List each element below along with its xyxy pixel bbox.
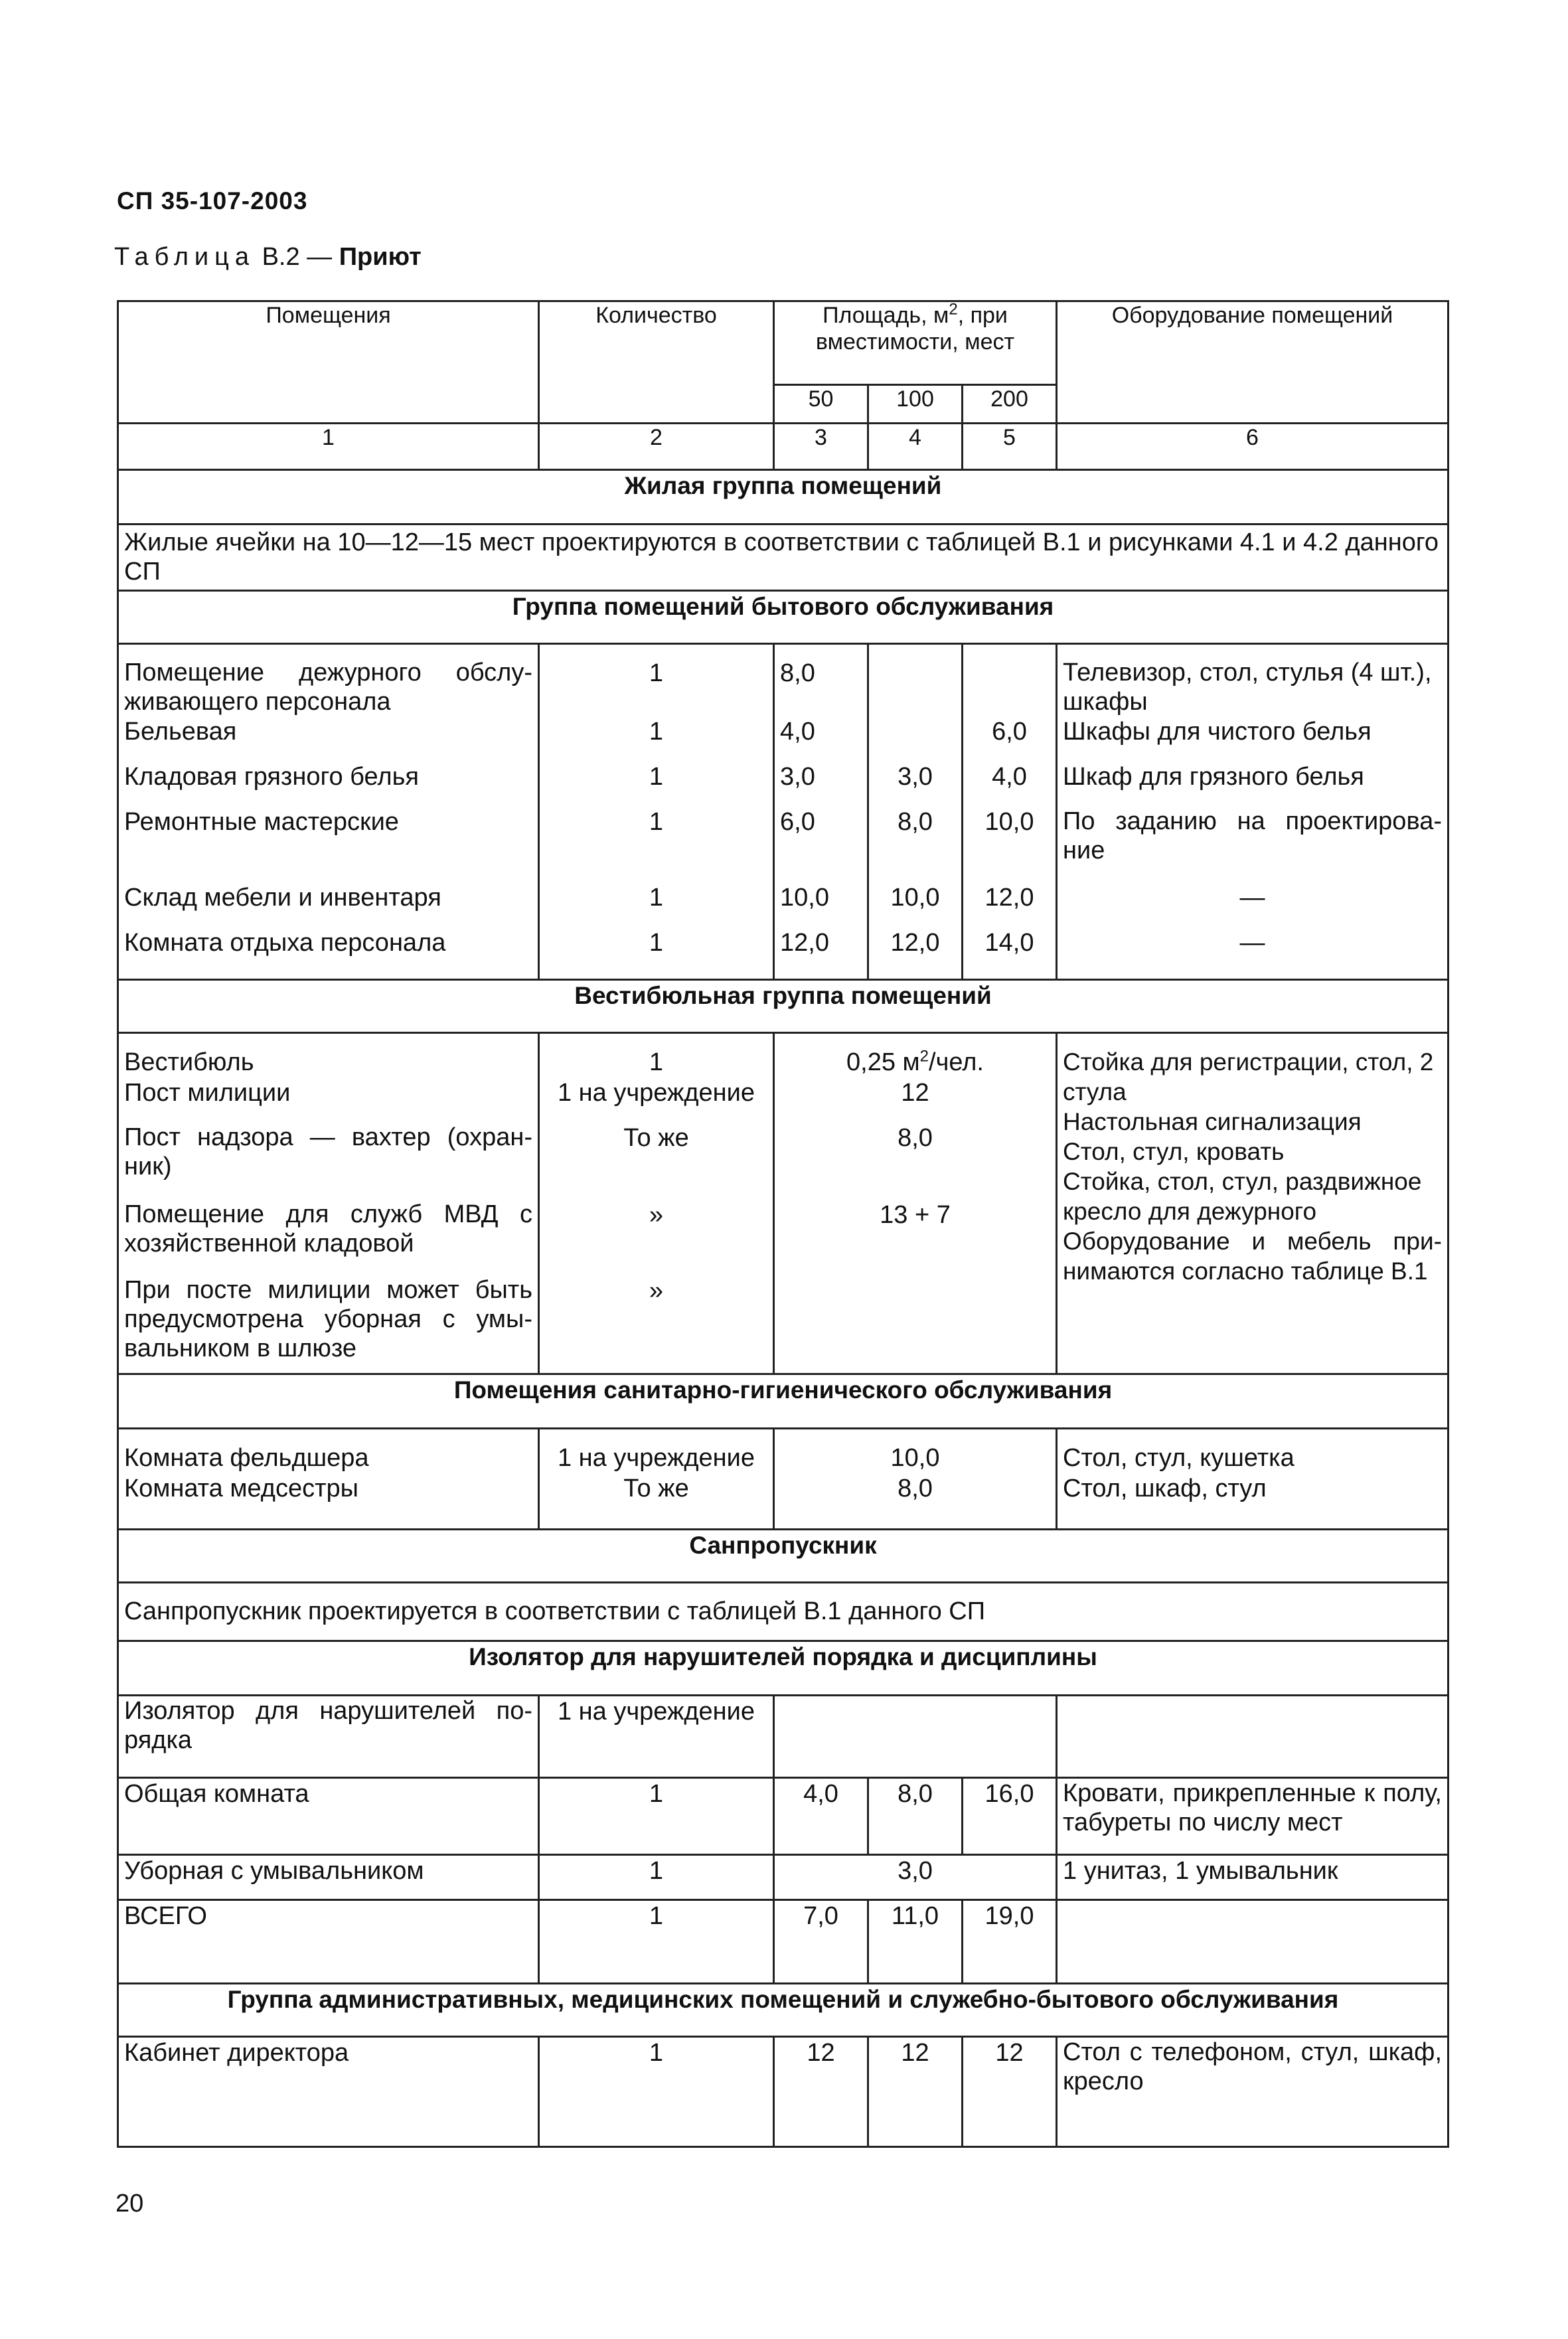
area-unit: /чел. [929,1048,984,1076]
room-name: ВСЕГО [118,1899,539,1983]
room-name: Пост милиции [118,1078,539,1123]
room-count: 1 на учреждение [539,1695,774,1777]
room-name: Комната фельдшера [118,1428,539,1473]
room-count: 1 [539,1899,774,1983]
area-100: 8,0 [868,807,963,882]
room-name: Помещение дежурного обслу-живающего персонала [118,644,539,717]
room-name: Кабинет директора [118,2036,539,2146]
area-50: 4,0 [774,1777,868,1854]
area-100: 3,0 [774,1854,1057,1899]
table-row [118,1899,1449,1983]
area-200: 14,0 [963,928,1057,979]
section-row-checkpoint [118,1529,1449,1582]
section-row-isolator [118,1641,1449,1695]
section-row-sanitary [118,1374,1449,1428]
room-equipment: Кровати, прикрепленные к полу, табуреты по числу мест [1057,1777,1449,1854]
room-name: Комната отдыха персонала [118,928,539,979]
capacity-50: 50 [774,385,868,424]
area-50: 4,0 [774,716,868,762]
col-number-3: 3 [774,424,868,470]
room-count: То же [539,1473,774,1529]
area-50: 12,0 [774,928,868,979]
vestibule-equipment [1057,1032,1449,1374]
room-area [774,1032,1057,1078]
room-name: Уборная с умывальником [118,1854,539,1899]
room-count: » [539,1275,774,1374]
room-equipment: Стол с телефоном, стул, шкаф, кресло [1057,2036,1449,2146]
room-area: 8,0 [774,1473,1057,1529]
area-100 [868,644,963,717]
area-200: 10,0 [963,807,1057,882]
table-number: В.2 — [262,243,333,271]
section-row-vestibule [118,979,1449,1032]
area-200: 6,0 [963,716,1057,762]
area-100: 11,0 [868,1899,963,1983]
equipment-line: Оборудование и мебель при-нимаются согласно таблице В.1 [1063,1227,1442,1285]
room-equipment: — [1057,928,1449,979]
equipment-line: Стойка, стол, стул, раздвижное кресло для дежурного [1063,1167,1422,1225]
room-equipment: Стол, шкаф, стул [1057,1473,1449,1529]
room-area: 8,0 [774,1123,1057,1200]
area-200 [963,644,1057,717]
room-count: 1 [539,762,774,807]
room-count: То же [539,1123,774,1200]
area-200: 16,0 [963,1777,1057,1854]
page-number: 20 [116,2190,144,2218]
col-number-2: 2 [539,424,774,470]
capacity-100: 100 [868,385,963,424]
section-title-living: Жилая группа помещений [118,470,1449,524]
living-note: Жилые ячейки на 10—12—15 мест проектируются в соответствии с таблицей В.1 и рисунками 4.1 и 4.2 данного СП [118,524,1449,591]
room-count: 1 [539,1854,774,1899]
room-name: Общая комната [118,1777,539,1854]
col-number-4: 4 [868,424,963,470]
section-title-checkpoint: Санпропускник [118,1529,1449,1582]
section-title-household: Группа помещений бытового обслуживания [118,591,1449,644]
section-title-isolator: Изолятор для нарушителей порядка и дисциплины [118,1641,1449,1695]
area-200: 4,0 [963,762,1057,807]
room-count: 1 [539,644,774,717]
header-row-main [118,301,1449,385]
table-row [118,1473,1449,1529]
section-row-living [118,470,1449,524]
room-count: 1 на учреждение [539,1078,774,1123]
room-name: Комната медсестры [118,1473,539,1529]
room-equipment: Телевизор, стол, стулья (4 шт.), шкафы [1057,644,1449,717]
equipment-line: Стол, стул, кровать [1063,1137,1285,1165]
area-header-line1-tail: , при [957,303,1008,328]
table-row [118,716,1449,762]
col-header-count: Количество [539,301,774,424]
equipment-line: Стойка для регистрации, стол, 2 стула [1063,1048,1434,1105]
table-row [118,1777,1449,1854]
area-50: 10,0 [774,882,868,928]
table-row [118,762,1449,807]
living-note-row [118,524,1449,591]
room-count: » [539,1200,774,1275]
room-count: 1 [539,1032,774,1078]
room-name: Кладовая грязного белья [118,762,539,807]
col-number-1: 1 [118,424,539,470]
equipment-line: Настольная сигнализация [1063,1107,1362,1135]
room-count: 1 [539,807,774,882]
area-header-line1: Площадь, м [823,303,949,328]
room-name: При посте милиции может быть предусмотрена уборная с умы-вальником в шлюзе [118,1275,539,1374]
col-number-6: 6 [1057,424,1449,470]
room-count: 1 [539,882,774,928]
table-row [118,882,1449,928]
table-title: Приют [339,243,422,271]
area-200: 12 [963,2036,1057,2146]
room-name: Помещение для служб МВД с хозяйственной кладовой [118,1200,539,1275]
area-200: 19,0 [963,1899,1057,1983]
area-100: 3,0 [868,762,963,807]
room-count: 1 [539,2036,774,2146]
room-name: Склад мебели и инвентаря [118,882,539,928]
area-50: 7,0 [774,1899,868,1983]
room-name: Ремонтные мастерские [118,807,539,882]
area-unit-sup: 2 [919,1046,929,1065]
area-100: 10,0 [868,882,963,928]
room-count: 1 на учреждение [539,1428,774,1473]
table-row [118,928,1449,979]
table-caption [114,243,422,272]
area-100: 12,0 [868,928,963,979]
room-name: Вестибюль [118,1032,539,1078]
col-header-rooms: Помещения [118,301,539,424]
room-area [774,1695,1057,1777]
room-name: Изолятор для нарушителей по-рядка [118,1695,539,1777]
shelter-rooms-table [117,300,1449,2148]
room-equipment: По заданию на проектирова-ние [1057,807,1449,882]
document-code: СП 35-107-2003 [117,187,308,214]
checkpoint-note-row [118,1582,1449,1641]
section-row-household [118,591,1449,644]
area-value: 0,25 м [846,1048,920,1076]
room-area [774,1275,1057,1374]
room-equipment: Шкаф для грязного белья [1057,762,1449,807]
room-equipment: Шкафы для чистого белья [1057,716,1449,762]
table-row [118,1695,1449,1777]
room-equipment: 1 унитаз, 1 умывальник [1057,1854,1449,1899]
col-header-equipment: Оборудование помещений [1057,301,1449,424]
section-title-vestibule: Вестибюльная группа помещений [118,979,1449,1032]
room-area: 10,0 [774,1428,1057,1473]
section-row-admin [118,1983,1449,2036]
room-equipment [1057,1899,1449,1983]
area-50: 8,0 [774,644,868,717]
table-row [118,807,1449,882]
room-area: 13 + 7 [774,1200,1057,1275]
header-row-numbers [118,424,1449,470]
area-200: 12,0 [963,882,1057,928]
section-title-sanitary: Помещения санитарно-гигиенического обслуживания [118,1374,1449,1428]
room-name: Бельевая [118,716,539,762]
table-label: Таблица [114,243,255,271]
area-50: 6,0 [774,807,868,882]
table-row [118,2036,1449,2146]
table-row [118,644,1449,717]
room-count: 1 [539,1777,774,1854]
area-header-sup: 2 [949,300,958,319]
table-row [118,1428,1449,1473]
col-header-area [774,301,1057,385]
col-number-5: 5 [963,424,1057,470]
table-row [118,1032,1449,1078]
section-title-admin: Группа административных, медицинских помещений и служебно-бытового обслуживания [118,1983,1449,2036]
area-header-line2: вместимости, мест [815,329,1015,355]
room-count: 1 [539,928,774,979]
area-100: 12 [868,2036,963,2146]
capacity-200: 200 [963,385,1057,424]
room-name: Пост надзора — вахтер (охран-ник) [118,1123,539,1200]
room-equipment: — [1057,882,1449,928]
area-50: 3,0 [774,762,868,807]
room-area: 12 [774,1078,1057,1123]
room-equipment [1057,1695,1449,1777]
room-equipment: Стол, стул, кушетка [1057,1428,1449,1473]
area-100 [868,716,963,762]
room-count: 1 [539,716,774,762]
area-50: 12 [774,2036,868,2146]
table-row [118,1854,1449,1899]
area-100: 8,0 [868,1777,963,1854]
checkpoint-note: Санпропускник проектируется в соответствии с таблицей В.1 данного СП [118,1582,1449,1641]
